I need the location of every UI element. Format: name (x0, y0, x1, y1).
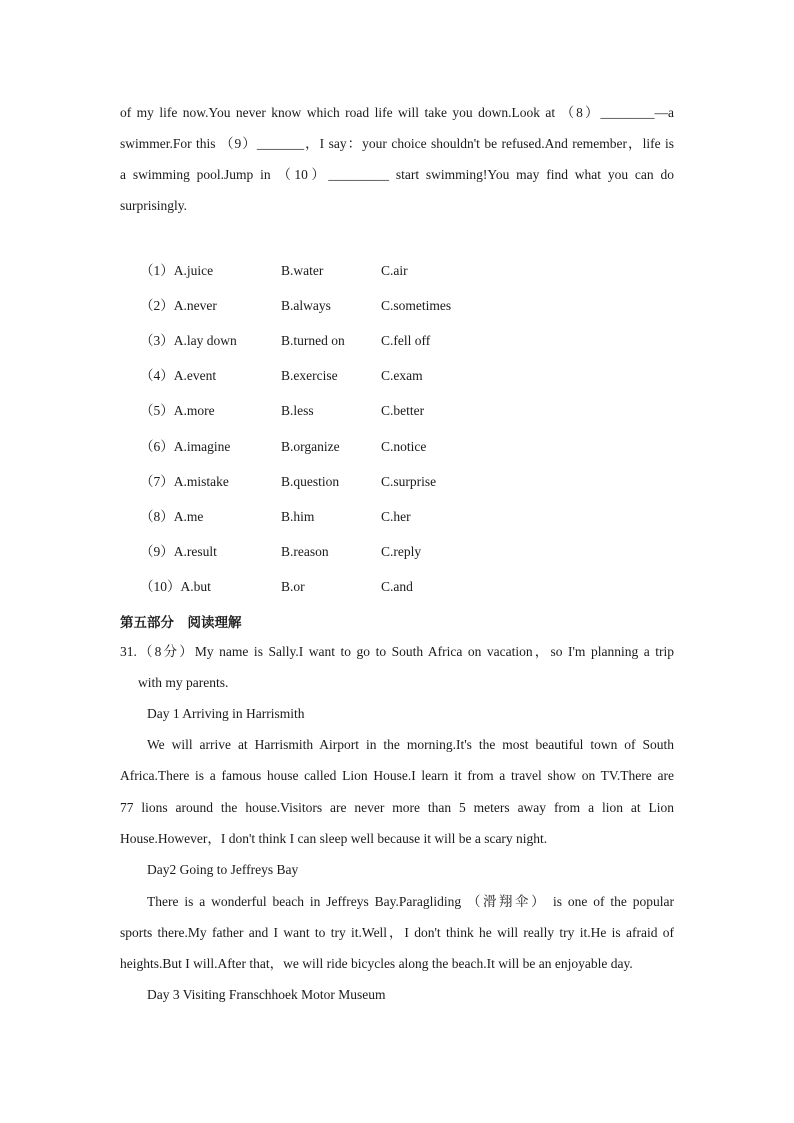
question-31-line-2: with my parents. (138, 675, 229, 690)
day1-line-4: House.However，I don't think I can sleep well because it will be a scary night. (120, 831, 548, 846)
day2-line-1: There is a wonderful beach in Jeffreys Bay.Paragliding （滑翔伞） is one of the popular (147, 894, 674, 909)
option-a: （2）A.never (140, 298, 217, 313)
option-a: （5）A.more (140, 403, 215, 418)
option-a: （7）A.mistake (140, 474, 229, 489)
day2-line-3: heights.But I will.After that，we will ride bicycles along the beach.It will be an enjoyable day. (120, 956, 633, 971)
option-b: B.exercise (281, 368, 338, 383)
option-c: C.reply (381, 544, 422, 559)
option-b: B.less (281, 403, 314, 418)
option-b: B.question (281, 474, 340, 489)
option-b: B.organize (281, 439, 340, 454)
option-b: B.or (281, 579, 305, 594)
passage-line-2: swimmer.For this （9）_______，I say：your choice shouldn't be refused.And remember，life is (120, 136, 674, 151)
option-a: （9）A.result (140, 544, 217, 559)
day1-title: Day 1 Arriving in Harrismith (147, 706, 305, 721)
option-c: C.notice (381, 439, 427, 454)
option-c: C.sometimes (381, 298, 452, 313)
question-31-line-1: 31.（8分）My name is Sally.I want to go to South Africa on vacation，so I'm planning a trip (120, 644, 674, 659)
option-c: C.her (381, 509, 411, 524)
day2-line-2: sports there.My father and I want to try it.Well，I don't think he will really try it.He is afraid of (120, 925, 674, 940)
day3-title: Day 3 Visiting Franschhoek Motor Museum (147, 987, 386, 1002)
option-c: C.better (381, 403, 425, 418)
option-b: B.reason (281, 544, 329, 559)
passage-line-3: a swimming pool.Jump in （10）_________ start swimming!You may find what you can do (120, 167, 674, 182)
section-title: 第五部分 阅读理解 (120, 615, 242, 631)
option-a: （6）A.imagine (140, 439, 231, 454)
option-a: （8）A.me (140, 509, 204, 524)
option-a: （10）A.but (140, 579, 211, 594)
day2-title: Day2 Going to Jeffreys Bay (147, 862, 299, 877)
day1-line-1: We will arrive at Harrismith Airport in the morning.It's the most beautiful town of South (147, 737, 674, 752)
option-a: （1）A.juice (140, 263, 214, 278)
passage-line-1: of my life now.You never know which road life will take you down.Look at （8）________—a (120, 105, 674, 120)
option-c: C.air (381, 263, 408, 278)
option-b: B.water (281, 263, 324, 278)
passage-line-4: surprisingly. (120, 198, 187, 213)
option-c: C.fell off (381, 333, 431, 348)
option-a: （4）A.event (140, 368, 217, 383)
option-c: C.and (381, 579, 413, 594)
option-a: （3）A.lay down (140, 333, 237, 348)
option-c: C.surprise (381, 474, 437, 489)
option-b: B.always (281, 298, 331, 313)
option-b: B.turned on (281, 333, 345, 348)
option-b: B.him (281, 509, 315, 524)
option-c: C.exam (381, 368, 423, 383)
day1-line-2: Africa.There is a famous house called Lion House.I learn it from a travel show on TV.There are (120, 768, 674, 783)
day1-line-3: 77 lions around the house.Visitors are never more than 5 meters away from a lion at Lion (120, 800, 674, 815)
